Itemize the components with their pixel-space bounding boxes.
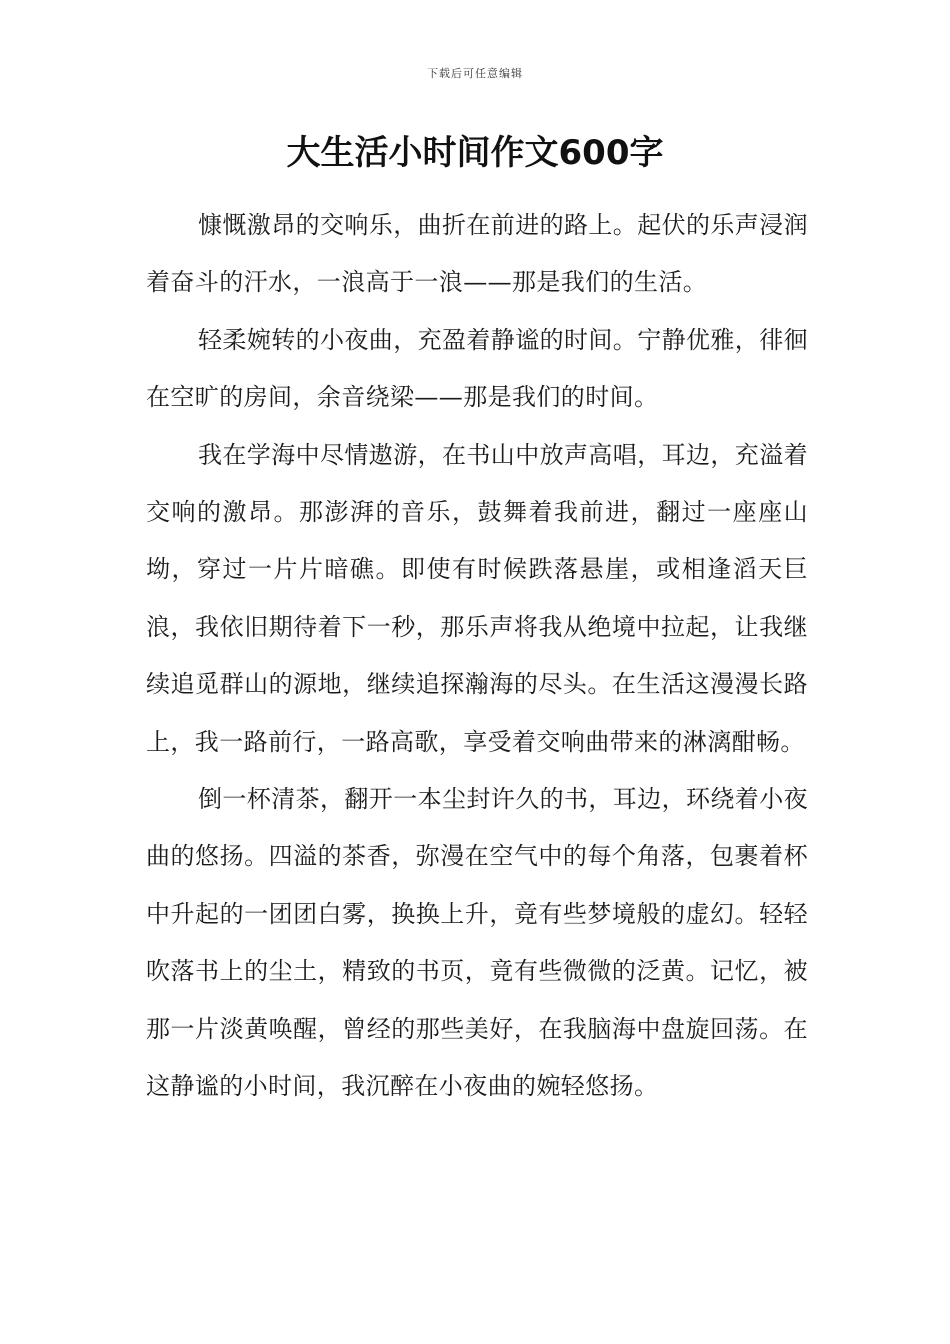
paragraph-1: 慷慨激昂的交响乐，曲折在前进的路上。起伏的乐声浸润着奋斗的汗水，一浪高于一浪——那是我们的生活。 [146, 211, 808, 297]
header-note: 下载后可任意编辑 [427, 67, 523, 80]
paragraph-2: 轻柔婉转的小夜曲，充盈着静谧的时间。宁静优雅，徘徊在空旷的房间，余音绕梁——那是我们的时间。 [146, 325, 808, 412]
paragraph-3: 我在学海中尽情遨游，在书山中放声高唱，耳边，充溢着交响的激昂。那澎湃的音乐，鼓舞着我前进，翻过一座座山坳，穿过一片片暗礁。即使有时候跌落悬崖，或相逢滔天巨浪，我依旧期待着下一秒，那乐声将我从绝境中拉起，让我继续追觅群山的源地，继续追探瀚海的尽头。在生活这漫漫长路上，我一路前行，一路高歌，享受着交响曲带来的淋漓酣畅。 [146, 440, 808, 756]
paragraph-4: 倒一杯清茶，翻开一本尘封许久的书，耳边，环绕着小夜曲的悠扬。四溢的茶香，弥漫在空气中的每个角落，包裹着杯中升起的一团团白雾，换换上升，竟有些梦境般的虚幻。轻轻吹落书上的尘土，精致的书页，竟有些微微的泛黄。记忆，被那一片淡黄唤醒，曾经的那些美好，在我脑海中盘旋回荡。在这静谧的小时间，我沉醉在小夜曲的婉轻悠扬。 [146, 785, 808, 1101]
article-body [146, 197, 808, 1116]
page-title: 大生活小时间作文600字 [286, 133, 664, 173]
